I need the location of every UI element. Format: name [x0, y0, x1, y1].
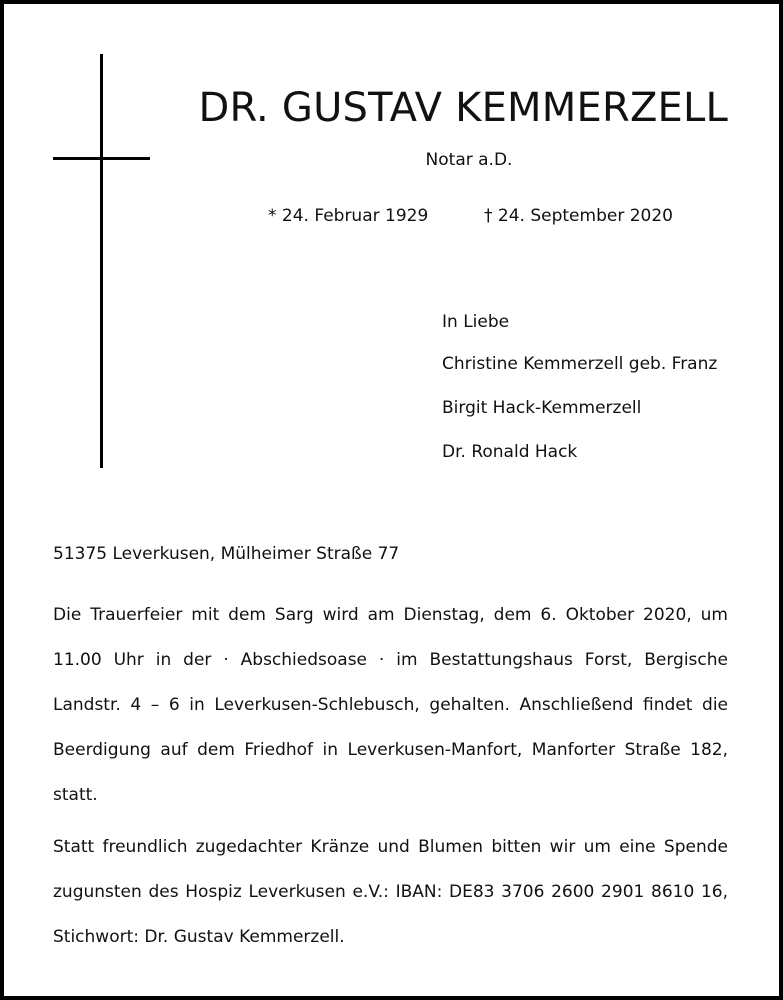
mourners-intro: In Liebe [442, 312, 510, 332]
mourner-name: Birgit Hack-Kemmerzell [442, 398, 642, 418]
death-date: † 24. September 2020 [484, 206, 673, 226]
cross-icon-horizontal-bar [53, 157, 150, 160]
mourner-name: Christine Kemmerzell geb. Franz [442, 354, 718, 374]
mourner-name: Dr. Ronald Hack [442, 442, 578, 462]
cross-icon-vertical-bar [100, 54, 103, 468]
deceased-title: Notar a.D. [425, 150, 513, 170]
family-address: 51375 Leverkusen, Mülheimer Straße 77 [53, 544, 400, 564]
donation-text: Statt freundlich zugedachter Kränze und Blumen bitten wir um eine Spende zugunsten des Hospiz Leverkusen e.V.: IBAN: DE83 3706 2600 2901 8610 16, Stichwort: Dr. Gustav Kemmerzell. [53, 837, 728, 947]
mourners-block [442, 310, 717, 484]
ceremony-text: Die Trauerfeier mit dem Sarg wird am Dienstag, dem 6. Oktober 2020, um 11.00 Uhr in der · Abschiedsoase · im Bestattungshaus Forst, Bergische Landstr. 4 – 6 in Leverkusen-Schlebusch, gehalten. Anschließend findet die Beerdigung auf dem Friedhof in Leverkusen-Manfort, Manforter Straße 182, statt. [53, 605, 728, 805]
birth-date: * 24. Februar 1929 [268, 206, 429, 226]
deceased-name: DR. GUSTAV KEMMERZELL [198, 85, 728, 131]
